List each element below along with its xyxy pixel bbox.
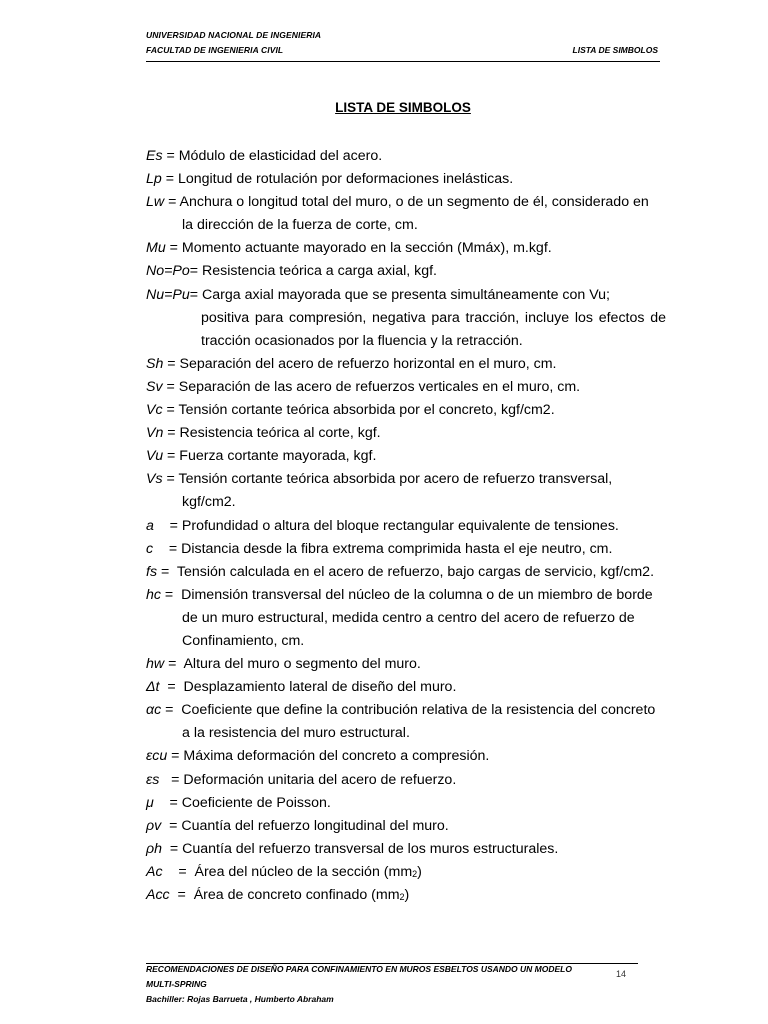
symbol-list [146, 145, 666, 907]
symbol-entry-vu: Vu = Fuerza cortante mayorada, kgf. [146, 448, 377, 465]
symbol-entry-hc: hc = Dimensión transversal del núcleo de la columna o de un miembro de borde [146, 586, 653, 603]
footer-author: Bachiller: Rojas Barrueta , Humberto Abraham [146, 994, 334, 1004]
symbol-entry-lp: Lp = Longitud de rotulación por deformaciones inelásticas. [146, 171, 514, 188]
symbol-entry-lw: Lw = Anchura o longitud total del muro, o de un segmento de él, considerado en [146, 194, 649, 211]
page-number: 14 [616, 969, 627, 979]
symbol-entry-alpha-c: αc = Coeficiente que define la contribución relativa de la resistencia del concreto [146, 702, 656, 719]
symbol-entry-fs: fs = Tensión calculada en el acero de refuerzo, bajo cargas de servicio, kgf/cm2. [146, 563, 655, 580]
symbol-entry-nu-pu-cont2: tracción ocasionados por la fluencia y la retracción. [201, 332, 523, 349]
symbol-entry-hc-cont2: Confinamiento, cm. [182, 632, 305, 649]
footer-thesis-title: RECOMENDACIONES DE DISEÑO PARA CONFINAMIENTO EN MUROS ESBELTOS USANDO UN MODELO [146, 964, 572, 974]
symbol-entry-mu-poisson: μ = Coeficiente de Poisson. [146, 794, 331, 811]
symbol-entry-rho-h: ρh = Cuantía del refuerzo transversal de los muros estructurales. [146, 840, 559, 857]
symbol-entry-rho-v: ρv = Cuantía del refuerzo longitudinal del muro. [146, 817, 449, 834]
symbol-entry-hw: hw = Altura del muro o segmento del muro. [146, 656, 421, 673]
header-faculty: FACULTAD DE INGENIERIA CIVIL [146, 45, 284, 55]
symbol-entry-delta-t: Δt = Desplazamiento lateral de diseño del muro. [146, 679, 457, 696]
symbol-entry-vc: Vc = Tensión cortante teórica absorbida por el concreto, kgf/cm2. [146, 402, 555, 419]
symbol-entry-alpha-c-cont: a la resistencia del muro estructural. [182, 725, 410, 742]
symbol-entry-vn: Vn = Resistencia teórica al corte, kgf. [146, 425, 381, 442]
header-university: UNIVERSIDAD NACIONAL DE INGENIERIA [146, 30, 322, 40]
symbol-entry-vs-cont: kgf/cm2. [182, 494, 236, 511]
symbol-entry-c: c = Distancia desde la fibra extrema comprimida hasta el eje neutro, cm. [146, 540, 613, 557]
symbol-entry-a: a = Profundidad o altura del bloque rectangular equivalente de tensiones. [146, 517, 619, 534]
symbol-entry-sv: Sv = Separación de las acero de refuerzos verticales en el muro, cm. [146, 378, 581, 395]
symbol-entry-hc-cont1: de un muro estructural, medida centro a centro del acero de refuerzo de [182, 609, 635, 626]
symbol-entry-ac: Ac = Área del núcleo de la sección $(mm_2)$ [146, 863, 422, 880]
symbol-entry-acc: Acc = Área de concreto confinado $(mm_2)$ [146, 887, 410, 903]
symbol-entry-ecu: εcu = Máxima deformación del concreto a compresión. [146, 748, 490, 765]
symbol-entry-sh: Sh = Separación del acero de refuerzo horizontal en el muro, cm. [146, 355, 557, 372]
symbol-entry-nu-pu: Nu=Pu= Carga axial mayorada que se presenta simultáneamente con Vu; [146, 286, 611, 303]
symbol-entry-nu-pu-cont1: positiva para compresión, negativa para tracción, incluye los efectos de [201, 309, 666, 326]
symbol-entry-mu: Mu = Momento actuante mayorado en la sección (Mmáx), m.kgf. [146, 240, 552, 257]
header-section: LISTA DE SIMBOLOS [572, 45, 658, 55]
symbol-entry-vs: Vs = Tensión cortante teórica absorbida por acero de refuerzo transversal, [146, 471, 613, 488]
symbol-entry-es-strain: εs = Deformación unitaria del acero de refuerzo. [146, 771, 457, 788]
symbol-entry-lw-cont: la dirección de la fuerza de corte, cm. [182, 217, 418, 234]
page-title: LISTA DE SIMBOLOS [335, 100, 471, 115]
symbol-entry-no-po: No=Po= Resistencia teórica a carga axial, kgf. [146, 263, 438, 280]
symbol-entry-es: Es = Módulo de elasticidad del acero. [146, 148, 383, 164]
footer-thesis-title-cont: MULTI-SPRING [146, 979, 207, 989]
header-divider [146, 61, 660, 62]
